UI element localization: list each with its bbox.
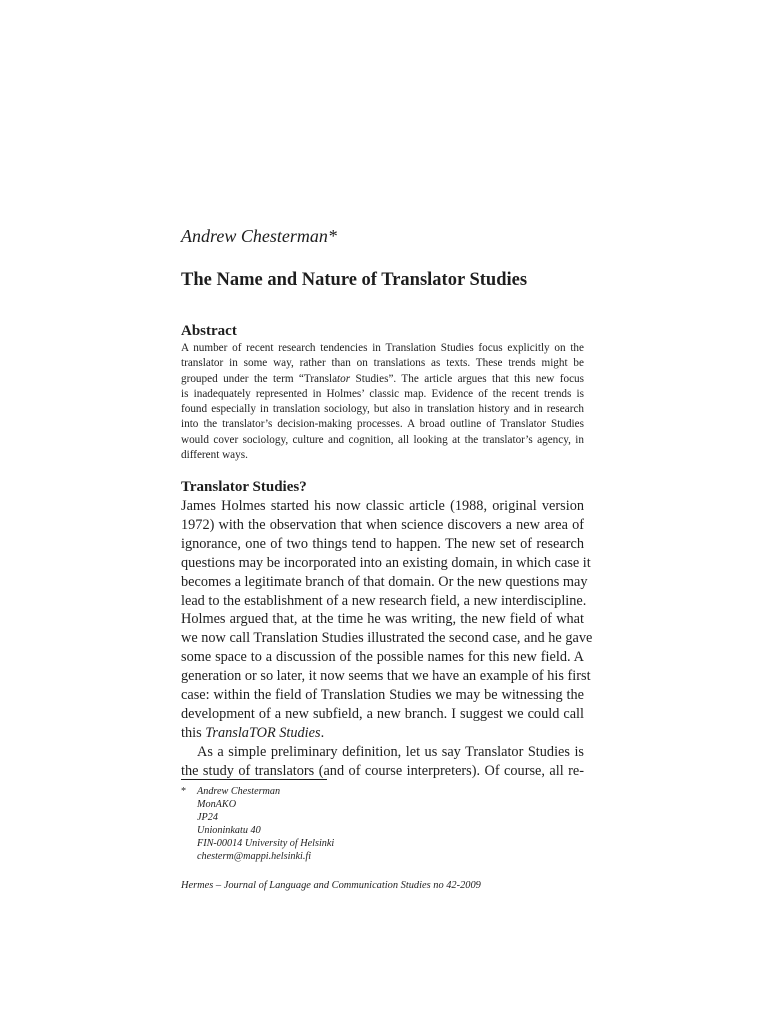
- abstract-line: translator in some way, rather than on translations as texts. These trends might be: [181, 357, 584, 370]
- body-line: generation or so later, it now seems that we have an example of his first: [181, 668, 591, 685]
- footnote-mark: *: [181, 786, 187, 797]
- abstract-heading: Abstract: [181, 323, 237, 339]
- body-line: questions may be incorporated into an existing domain, in which case it: [181, 554, 591, 571]
- body-line: As a simple preliminary definition, let us say Translator Studies is: [197, 743, 584, 760]
- body-line: case: within the field of Translation Studies we may be witnessing the: [181, 687, 584, 704]
- abstract-body: [181, 341, 584, 463]
- abstract-line: would cover sociology, culture and cognition, all looking at the translator’s agency, in: [181, 433, 584, 446]
- body-line: some space to a discussion of the possible names for this new field. A: [181, 649, 584, 666]
- abstract-emphasis: tor: [337, 372, 351, 385]
- footnote-text: Andrew Chesterman: [197, 786, 281, 797]
- body-line: 1972) with the observation that when science discovers a new area of: [181, 516, 584, 533]
- abstract-line-part: Studies”. The article argues that this new focus: [350, 372, 585, 385]
- author-name: Andrew Chesterman*: [181, 226, 337, 246]
- section-heading: Translator Studies?: [181, 479, 307, 495]
- footnote-line: JP24: [197, 812, 218, 823]
- abstract-line: found especially in translation sociology, but also in translation history and in research: [181, 403, 584, 416]
- article-title: The Name and Nature of Translator Studies: [181, 270, 528, 290]
- abstract-line: [181, 372, 584, 387]
- footnote: [181, 785, 334, 863]
- body-line: becomes a legitimate branch of that domain. Or the new questions may: [181, 573, 588, 590]
- abstract-line: A number of recent research tendencies in Translation Studies focus explicitly on the: [181, 342, 584, 354]
- footnote-line: Unioninkatu 40: [197, 825, 261, 836]
- body-line: development of a new subfield, a new branch. I suggest we could call: [181, 705, 584, 722]
- body-line: James Holmes started his now classic article (1988, original version: [181, 498, 584, 514]
- body-line: Holmes argued that, at the time he was writing, the new field of what: [181, 611, 584, 628]
- body-line-part: this: [181, 724, 206, 741]
- body-line: lead to the establishment of a new research field, a new interdiscipline.: [181, 592, 587, 609]
- body-line: ignorance, one of two things tend to happen. The new set of research: [181, 535, 584, 552]
- footnote-line: [181, 785, 334, 798]
- footnote-line: chesterm@mappi.helsinki.fi: [197, 851, 312, 862]
- abstract-line-part: grouped under the term “Transla: [181, 372, 338, 385]
- abstract-line: different ways.: [181, 449, 248, 462]
- abstract-line: is inadequately represented in Holmes’ classic map. Evidence of the recent trends is: [181, 387, 584, 400]
- body-line: the study of translators (and of course interpreters). Of course, all re-: [181, 762, 584, 779]
- body-line: we now call Translation Studies illustrated the second case, and he gave: [181, 630, 593, 647]
- footnote-line: FIN-00014 University of Helsinki: [197, 838, 335, 849]
- body-line: [181, 724, 584, 743]
- journal-footer: Hermes – Journal of Language and Communication Studies no 42-2009: [181, 880, 481, 891]
- footnote-line: MonAKO: [197, 799, 237, 810]
- body-emphasis: TranslaTOR Studies: [205, 724, 321, 741]
- abstract-line: into the translator’s decision-making processes. A broad outline of Translator Studies: [181, 418, 584, 431]
- footnote-divider: [181, 779, 327, 780]
- body-line-part: .: [320, 724, 325, 741]
- body-text: [181, 497, 593, 781]
